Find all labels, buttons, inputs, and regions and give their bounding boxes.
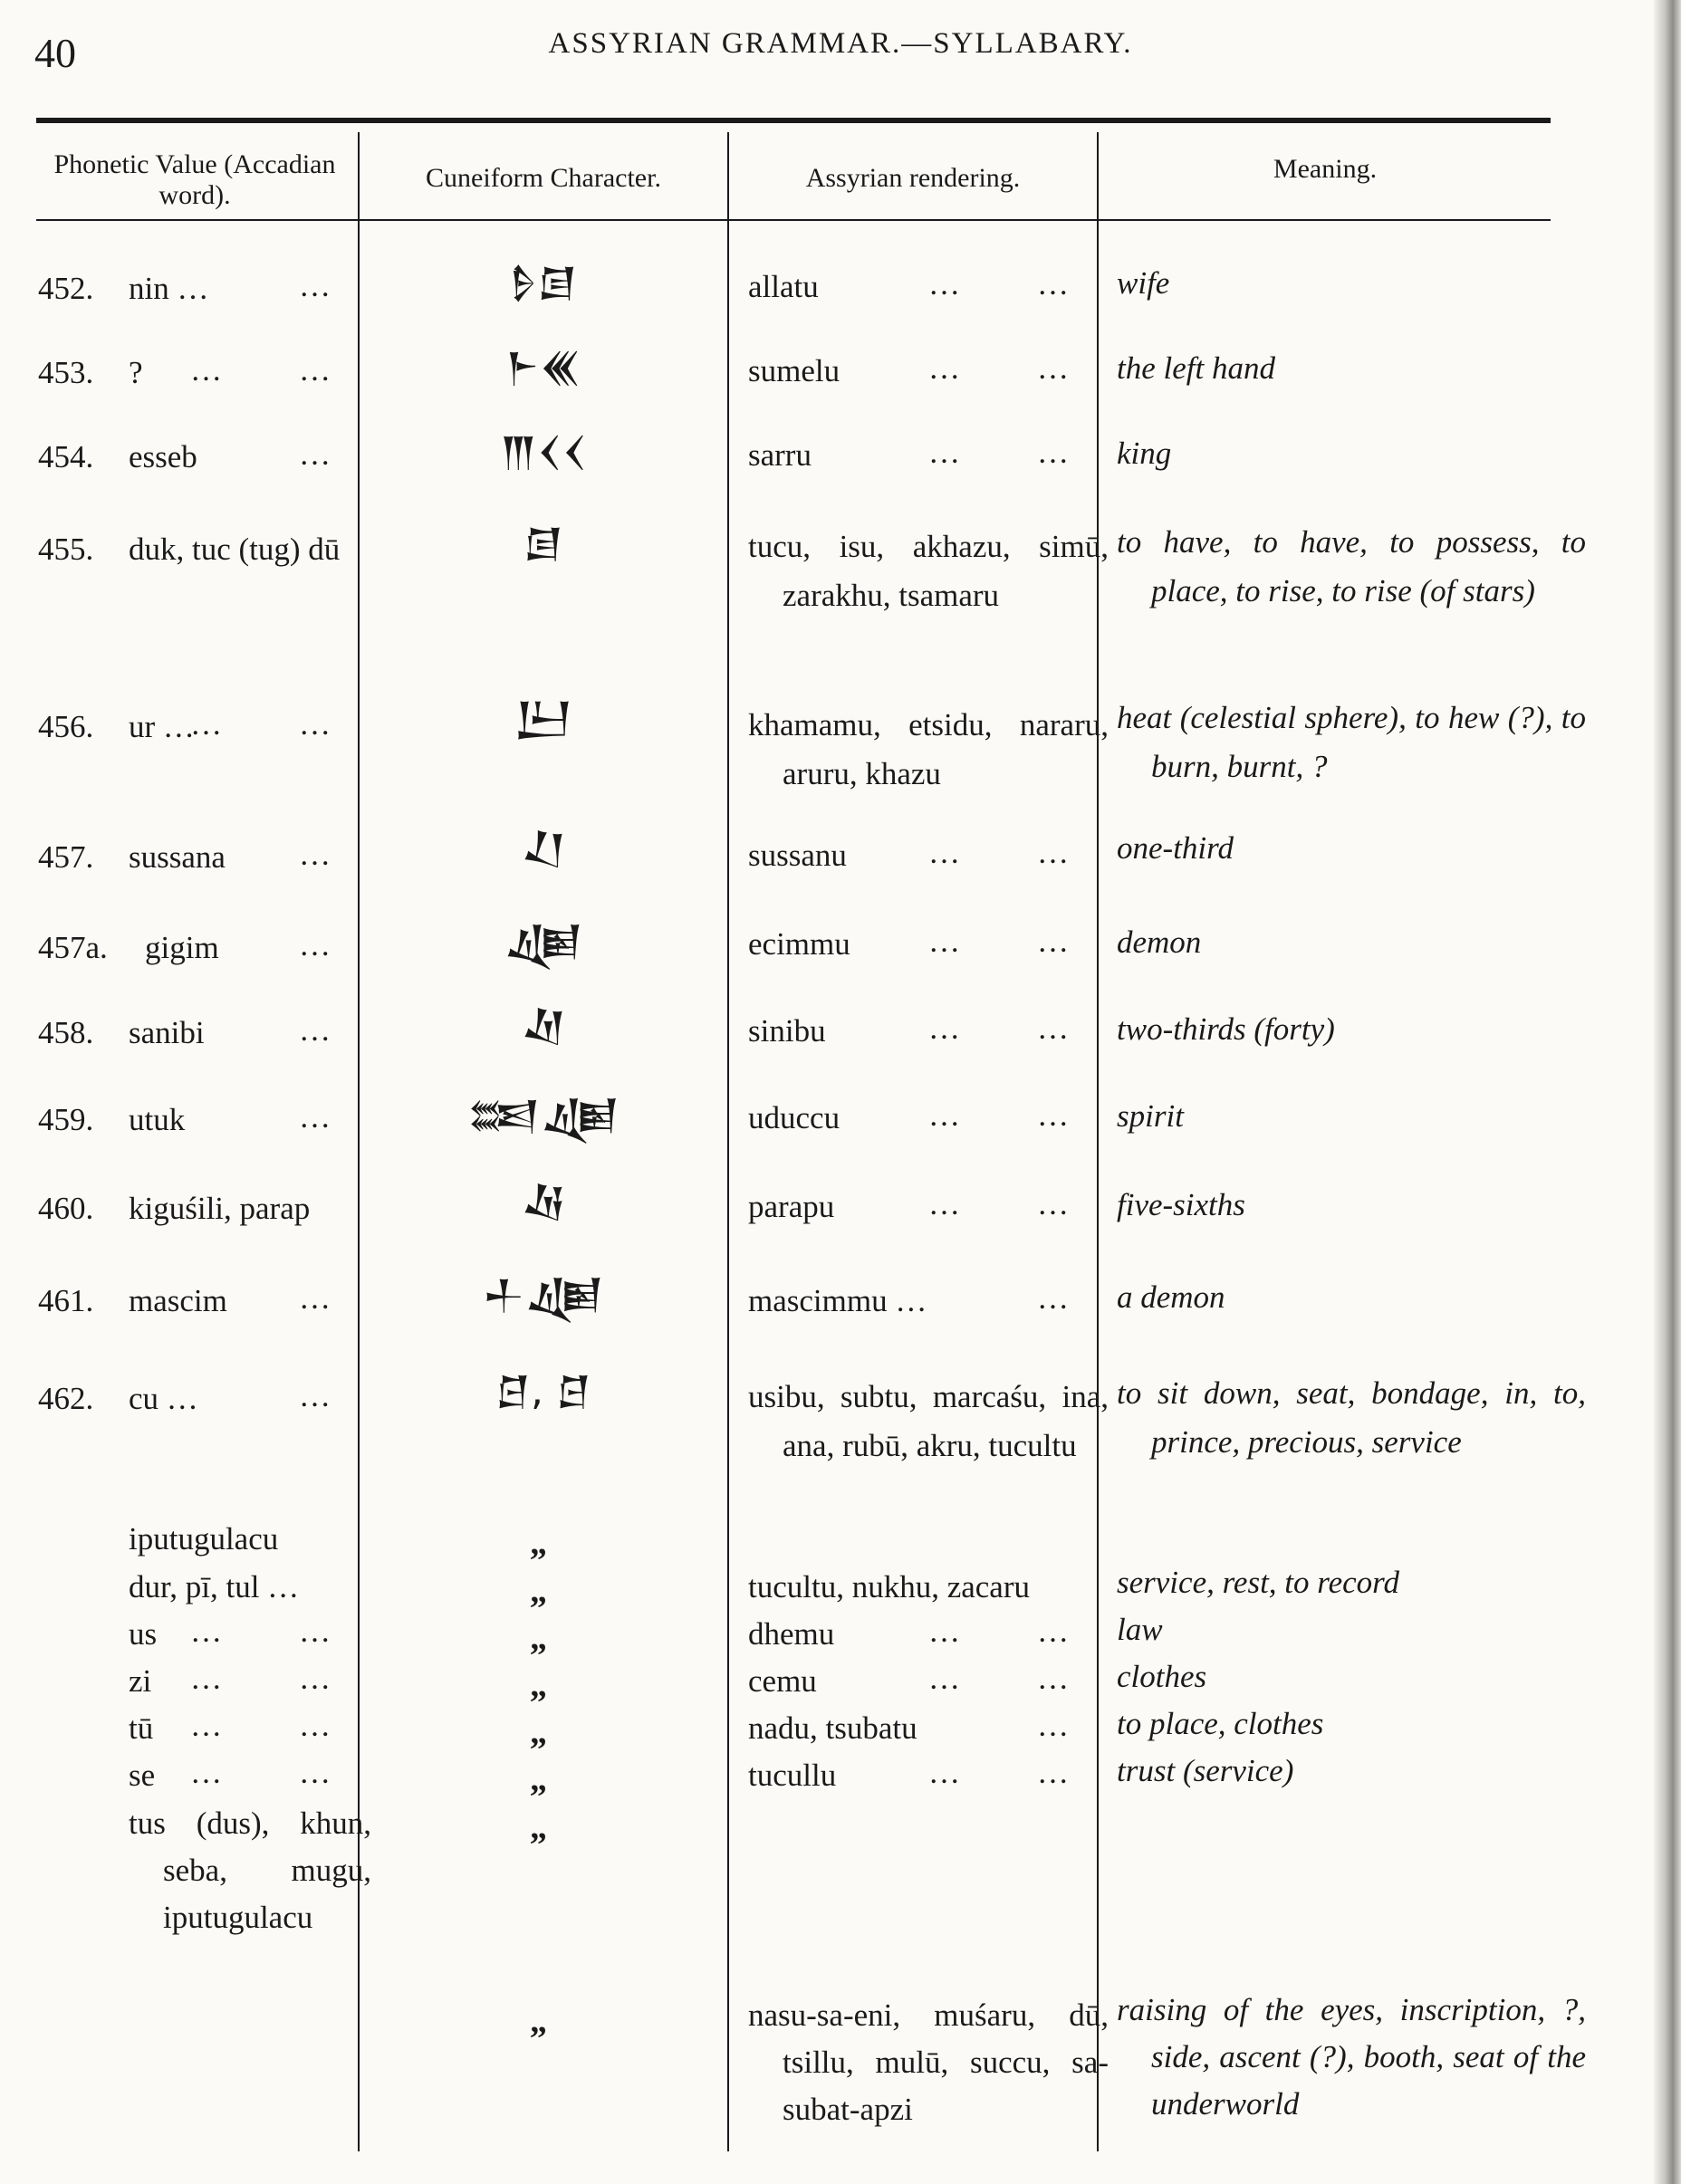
ditto-mark: „ bbox=[530, 2002, 547, 2040]
sub-assyrian-rendering: cemu bbox=[748, 1663, 817, 1699]
assyrian-rendering: sumelu bbox=[748, 353, 840, 388]
cuneiform-character: 𒆪, 𒆪 bbox=[495, 1368, 592, 1414]
cuneiform-character: 𒑜 bbox=[520, 1180, 567, 1226]
leader-dots: … bbox=[1037, 1097, 1069, 1133]
phonetic-value: nin … bbox=[129, 271, 209, 306]
entry-number: 457a. bbox=[38, 930, 108, 965]
meaning: five-sixths bbox=[1117, 1187, 1245, 1222]
leader-dots: … bbox=[190, 352, 222, 388]
leader-dots: … bbox=[1037, 1661, 1069, 1696]
cuneiform-character: 𒈨𒌍 bbox=[505, 345, 581, 391]
sub-meaning: service, rest, to record bbox=[1117, 1565, 1399, 1600]
leader-dots: … bbox=[928, 435, 960, 470]
sub-meaning: law bbox=[1117, 1612, 1163, 1647]
leader-dots: … bbox=[1037, 350, 1069, 386]
leader-dots: … bbox=[190, 706, 222, 742]
meaning: spirit bbox=[1117, 1098, 1184, 1134]
ditto-mark: „ bbox=[530, 1760, 547, 1798]
column-header-meaning: Meaning. bbox=[1273, 154, 1378, 184]
entry-number: 457. bbox=[38, 839, 94, 875]
leader-dots: … bbox=[928, 1614, 960, 1649]
leader-dots: … bbox=[299, 1280, 331, 1316]
entry-number: 453. bbox=[38, 355, 94, 390]
leader-dots: … bbox=[928, 924, 960, 959]
column-header-cuneiform: Cuneiform Character. bbox=[426, 163, 661, 193]
phonetic-value: ur … bbox=[129, 709, 195, 744]
sub-assyrian-rendering: dhemu bbox=[748, 1616, 835, 1652]
leader-dots: … bbox=[928, 1186, 960, 1221]
meaning: heat (celestial sphere), to hew (?), to burn, burnt, ? bbox=[1117, 700, 1586, 784]
leader-dots: … bbox=[299, 268, 331, 303]
entry-number: 455. bbox=[38, 532, 94, 567]
leader-dots: … bbox=[190, 1708, 222, 1743]
ditto-mark: „ bbox=[530, 1666, 547, 1704]
phonetic-value: duk, tuc (tug) dū bbox=[129, 532, 341, 567]
leader-dots: … bbox=[928, 1661, 960, 1696]
leader-dots: … bbox=[299, 927, 331, 963]
cuneiform-character: 𒌅𒄇 bbox=[466, 1093, 620, 1139]
cuneiform-character: 𒐈𒌋𒌋 bbox=[499, 429, 588, 475]
leader-dots: … bbox=[1037, 1755, 1069, 1790]
assyrian-rendering: sussanu bbox=[748, 838, 847, 873]
meaning: to have, to have, to possess, to place, to rise, to rise (of stars) bbox=[1117, 524, 1586, 608]
cuneiform-character: 𒌨 bbox=[514, 694, 573, 741]
ditto-mark: „ bbox=[530, 1572, 547, 1610]
running-title: ASSYRIAN GRAMMAR.—SYLLABARY. bbox=[548, 27, 1133, 60]
ditto-mark: „ bbox=[530, 1619, 547, 1657]
assyrian-rendering: mascimmu … bbox=[748, 1283, 927, 1318]
leader-dots: … bbox=[299, 1378, 331, 1413]
leader-dots: … bbox=[928, 835, 960, 870]
sub-phonetic-value: tū bbox=[129, 1710, 154, 1746]
assyrian-rendering: usibu, subtu, marcaśu, ina, ana, rubū, akru, tucultu bbox=[748, 1379, 1109, 1463]
assyrian-rendering: sinibu bbox=[748, 1013, 826, 1049]
entry-number: 452. bbox=[38, 271, 94, 306]
ditto-mark: „ bbox=[530, 1713, 547, 1751]
leader-dots: … bbox=[299, 352, 331, 388]
leader-dots: … bbox=[1037, 435, 1069, 470]
meaning: two-thirds (forty) bbox=[1117, 1011, 1335, 1047]
column-header-assyrian: Assyrian rendering. bbox=[805, 163, 1021, 193]
leader-dots: … bbox=[299, 1012, 331, 1048]
assyrian-rendering: tucu, isu, akhazu, simū, zarakhu, tsamaru bbox=[748, 529, 1109, 613]
sub-phonetic-value: us bbox=[129, 1616, 158, 1652]
ditto-mark: „ bbox=[530, 1808, 547, 1846]
leader-dots: … bbox=[1037, 1614, 1069, 1649]
entry-number: 458. bbox=[38, 1015, 94, 1050]
leader-dots: … bbox=[299, 837, 331, 872]
leader-dots: … bbox=[1037, 1011, 1069, 1046]
sub-phonetic-value: tus (dus), khun, seba, mugu, iputugulacu bbox=[129, 1806, 371, 1935]
phonetic-value: sanibi bbox=[129, 1015, 205, 1050]
leader-dots: … bbox=[1037, 266, 1069, 302]
leader-dots: … bbox=[190, 1614, 222, 1649]
leader-dots: … bbox=[299, 1661, 331, 1696]
leader-dots: … bbox=[1037, 1186, 1069, 1221]
sub-assyrian-rendering: tucultu, nukhu, zacaru bbox=[748, 1569, 1031, 1604]
cuneiform-character: 𒑚 bbox=[520, 827, 567, 873]
leader-dots: … bbox=[299, 1708, 331, 1743]
leader-dots: … bbox=[299, 1099, 331, 1135]
page-number: 40 bbox=[34, 30, 76, 76]
leader-dots: … bbox=[1037, 835, 1069, 870]
phonetic-value: kiguśili, parap bbox=[129, 1191, 311, 1226]
sub-phonetic-value: se bbox=[129, 1758, 156, 1793]
sub-meaning: to place, clothes bbox=[1117, 1706, 1324, 1741]
entry-number: 461. bbox=[38, 1283, 94, 1318]
meaning: demon bbox=[1117, 924, 1202, 960]
sub-phonetic-value: iputugulacu bbox=[129, 1521, 279, 1557]
column-divider-2 bbox=[727, 132, 729, 2151]
assyrian-rendering: allatu bbox=[748, 269, 819, 304]
cuneiform-character: 𒌆 bbox=[523, 521, 564, 567]
phonetic-value: esseb bbox=[129, 439, 197, 474]
sub-assyrian-rendering: tucullu bbox=[748, 1758, 837, 1793]
meaning: to sit down, seat, bondage, in, to, prince, precious, service bbox=[1117, 1375, 1586, 1460]
cuneiform-character: 𒄇 bbox=[504, 919, 583, 965]
leader-dots: … bbox=[928, 1011, 960, 1046]
leader-dots: … bbox=[299, 1755, 331, 1790]
leader-dots: … bbox=[928, 350, 960, 386]
meaning: the left hand bbox=[1117, 350, 1275, 386]
leader-dots: … bbox=[299, 436, 331, 472]
phonetic-value: gigim bbox=[145, 930, 219, 965]
meaning: one-third bbox=[1117, 830, 1234, 866]
assyrian-rendering: ecimmu bbox=[748, 926, 850, 962]
sub-assyrian-rendering: nasu-sa-eni, muśaru, dū, tsillu, mulū, succu, sa-subat-apzi bbox=[748, 1997, 1109, 2127]
phonetic-value: utuk bbox=[129, 1102, 186, 1137]
meaning: wife bbox=[1117, 265, 1170, 301]
meaning: a demon bbox=[1117, 1279, 1225, 1315]
assyrian-rendering: uduccu bbox=[748, 1100, 840, 1135]
leader-dots: … bbox=[1037, 924, 1069, 959]
leader-dots: … bbox=[190, 1755, 222, 1790]
leader-dots: … bbox=[928, 1097, 960, 1133]
leader-dots: … bbox=[928, 1755, 960, 1790]
phonetic-value: mascim bbox=[129, 1283, 227, 1318]
entry-number: 459. bbox=[38, 1102, 94, 1137]
header-rule bbox=[36, 118, 1551, 123]
entry-number: 460. bbox=[38, 1191, 94, 1226]
entry-number: 456. bbox=[38, 709, 94, 744]
column-divider-3 bbox=[1097, 132, 1099, 2151]
meaning: king bbox=[1117, 436, 1172, 471]
leader-dots: … bbox=[299, 706, 331, 742]
leader-dots: … bbox=[190, 1661, 222, 1696]
entry-number: 462. bbox=[38, 1381, 94, 1416]
cuneiform-character: 𒈦𒄇 bbox=[483, 1272, 604, 1318]
leader-dots: … bbox=[299, 1614, 331, 1649]
assyrian-rendering: sarru bbox=[748, 437, 812, 473]
column-header-rule bbox=[36, 219, 1551, 221]
column-header-phonetic: Phonetic Value (Accadian word). bbox=[53, 149, 336, 210]
sub-meaning: raising of the eyes, inscription, ?, side, ascent (?), booth, seat of the underworld bbox=[1117, 1992, 1586, 2122]
cuneiform-character: 𒊩𒌆 bbox=[509, 260, 578, 306]
sub-phonetic-value: dur, pī, tul … bbox=[129, 1569, 300, 1604]
phonetic-value: cu … bbox=[129, 1381, 198, 1416]
entry-number: 454. bbox=[38, 439, 94, 474]
leader-dots: … bbox=[928, 266, 960, 302]
assyrian-rendering: khamamu, etsidu, nararu, aruru, khazu bbox=[748, 707, 1109, 791]
page-edge-shadow bbox=[1654, 0, 1681, 2184]
sub-assyrian-rendering: nadu, tsubatu bbox=[748, 1710, 917, 1746]
ditto-mark: „ bbox=[530, 1524, 547, 1562]
leader-dots: … bbox=[1037, 1280, 1069, 1316]
assyrian-rendering: parapu bbox=[748, 1189, 835, 1224]
phonetic-value: sussana bbox=[129, 839, 226, 875]
cuneiform-character: 𒑛 bbox=[520, 1004, 567, 1050]
sub-meaning: trust (service) bbox=[1117, 1753, 1294, 1788]
leader-dots: … bbox=[1037, 1708, 1069, 1743]
sub-meaning: clothes bbox=[1117, 1659, 1207, 1694]
sub-phonetic-value: zi bbox=[129, 1663, 152, 1699]
phonetic-value: ? bbox=[129, 355, 143, 390]
